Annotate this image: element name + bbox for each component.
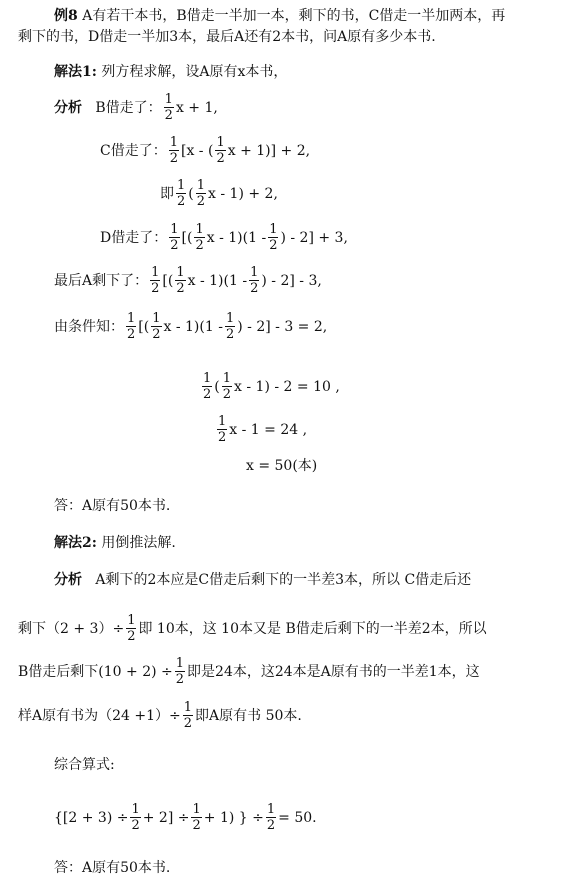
eq-step-2: $\frac{1}{2}$ x - 1 = 24 , — [218, 414, 308, 445]
fraction: $\frac{1}{2}$ — [177, 178, 186, 209]
fraction: $\frac{1}{2}$ — [175, 656, 185, 687]
answer-2: 答：A原有50本书. — [54, 860, 171, 876]
fraction: $\frac{1}{2}$ — [218, 414, 227, 445]
fraction: $\frac{1}{2}$ — [269, 222, 278, 253]
fraction: $\frac{1}{2}$ — [266, 802, 276, 833]
method-1-heading: 解法1: 列方程求解，设A原有x本书， — [54, 64, 288, 80]
answer-1: 答：A原有50本书. — [54, 498, 171, 514]
paragraph-line-1: 剩下（2 + 3）÷ $\frac{1}{2}$ 即 10本，这 10本又是 B借走后剩下的一半差2本，所以 — [18, 613, 487, 644]
fraction: $\frac{1}{2}$ — [225, 311, 235, 342]
eq-c-simplified: 即 $\frac{1}{2}$ ( $\frac{1}{2}$ x - 1) + 2, — [160, 178, 278, 209]
fraction: $\frac{1}{2}$ — [216, 135, 225, 166]
method-2-heading: 解法2: 用倒推法解. — [54, 535, 176, 551]
example-title: 例8 — [54, 8, 78, 24]
eq-d-borrowed: D借走了： $\frac{1}{2}$ [( $\frac{1}{2}$ x - 1)(1 - $\frac{1}{2}$ ) - 2] + 3, — [100, 222, 348, 253]
problem-line-2: 剩下的书，D借走一半加3本，最后A还有2本书，问A原有多少本书. — [18, 29, 436, 45]
paragraph-line-3: 样A原有书为（24 +1）÷ $\frac{1}{2}$ 即A原有书 50本. — [18, 700, 302, 731]
fraction: $\frac{1}{2}$ — [222, 371, 232, 402]
fraction: $\frac{1}{2}$ — [164, 92, 173, 123]
problem-line-1 — [54, 6, 505, 26]
fraction: $\frac{1}{2}$ — [183, 700, 193, 731]
eq-step-1: $\frac{1}{2}$ ( $\frac{1}{2}$ x - 1) - 2 = 10 , — [203, 371, 340, 402]
fraction: $\frac{1}{2}$ — [195, 222, 204, 253]
combined-formula: {[2 + 3) ÷ $\frac{1}{2}$ + 2] ÷ $\frac{1}{2}$ + 1) } ÷ $\frac{1}{2}$ = 50. — [54, 802, 317, 833]
fraction: $\frac{1}{2}$ — [131, 802, 140, 833]
fraction: $\frac{1}{2}$ — [170, 222, 179, 253]
eq-a-remaining: 最后A剩下了： $\frac{1}{2}$ [( $\frac{1}{2}$ x - 1)(1 - $\frac{1}{2}$ ) - 2] - 3, — [54, 265, 322, 296]
eq-step-3: x = 50(本) — [246, 458, 318, 474]
fraction: $\frac{1}{2}$ — [169, 135, 178, 166]
fraction: $\frac{1}{2}$ — [196, 178, 206, 209]
fraction: $\frac{1}{2}$ — [152, 311, 161, 342]
eq-c-borrowed: C借走了： $\frac{1}{2}$ [x - ( $\frac{1}{2}$ x + 1)] + 2, — [100, 135, 311, 166]
combined-label: 综合算式: — [54, 757, 115, 773]
method-2-analysis: 分析 A剩下的2本应是C借走后剩下的一半差3本，所以 C借走后还 — [54, 572, 472, 588]
fraction: $\frac{1}{2}$ — [192, 802, 201, 833]
fraction: $\frac{1}{2}$ — [127, 311, 136, 342]
fraction: $\frac{1}{2}$ — [176, 265, 185, 296]
fraction: $\frac{1}{2}$ — [250, 265, 259, 296]
paragraph-line-2: B借走后剩下(10 + 2) ÷ $\frac{1}{2}$ 即是24本，这24本是A原有书的一半差1本，这 — [18, 656, 480, 687]
fraction: $\frac{1}{2}$ — [151, 265, 160, 296]
eq-b-borrowed: 分析 B借走了： $\frac{1}{2}$ x + 1, — [54, 92, 218, 123]
fraction: $\frac{1}{2}$ — [203, 371, 212, 402]
problem-text-1: A有若干本书，B借走一半加一本，剩下的书，C借走一半加两本，再 — [82, 8, 506, 24]
fraction: $\frac{1}{2}$ — [127, 613, 136, 644]
eq-condition: 由条件知： $\frac{1}{2}$ [( $\frac{1}{2}$ x - 1)(1 - $\frac{1}{2}$ ) - 2] - 3 = 2, — [54, 311, 328, 342]
